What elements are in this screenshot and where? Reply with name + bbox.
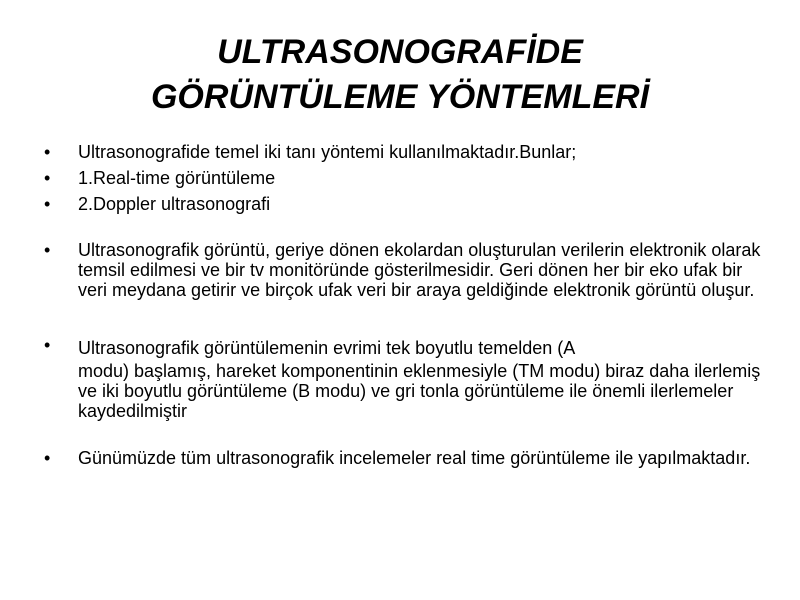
slide-title [40, 30, 760, 120]
bullet-item-5-first-line: • Ultrasonografik görüntülemenin evrimi tek boyutlu temelden (A [78, 338, 576, 358]
bullet-item-1: • Ultrasonografide temel iki tanı yöntemi kullanılmaktadır.Bunlar; [40, 142, 765, 162]
bullet-item-4: • Ultrasonografik görüntü, geriye dönen ekolardan oluşturulan verilerin elektronik olarak temsil edilmesi ve bir tv monitöründe gösterilmesidir. Geri dönen her bir eko ufak bir veri meydana getirir ve birçok ufak veri bir araya geldiğinde elektronik görüntü oluşur. [40, 240, 765, 300]
bullet-item-3: • 2.Doppler ultrasonografi [40, 194, 765, 214]
slide-title-line-2: GÖRÜNTÜLEME YÖNTEMLERİ [150, 78, 650, 116]
bullet-item-2: • 1.Real-time görüntüleme [40, 168, 765, 188]
bullet-list [40, 142, 765, 468]
bullet-item-5-rest: modu) başlamış, hareket komponentinin eklenmesiyle (TM modu) biraz daha ilerlemiş ve iki boyutlu görüntüleme (B modu) ve gri tonla görüntüleme ile önemli ilerlemeler kaydedilmiştir [78, 361, 761, 421]
bullet-item-6: • Günümüzde tüm ultrasonografik incelemeler real time görüntüleme ile yapılmaktadır. [40, 448, 765, 468]
slide-title-line-1: ULTRASONOGRAFİDE [217, 33, 583, 71]
bullet-item-5 [40, 335, 765, 421]
